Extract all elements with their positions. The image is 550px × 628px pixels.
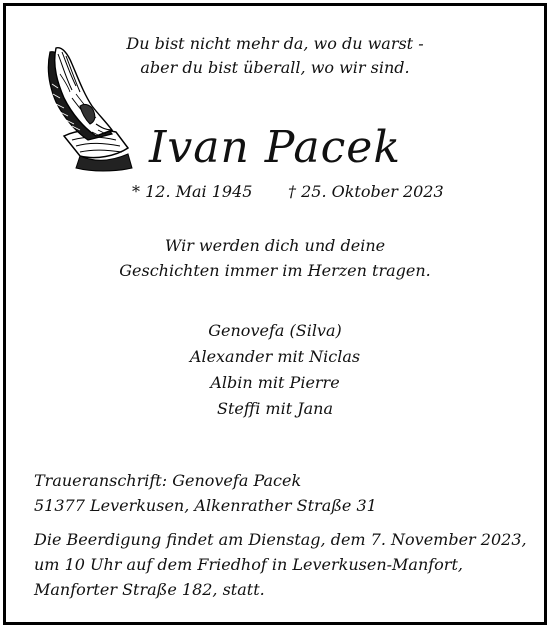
death-date: † 25. Oktober 2023 <box>288 182 444 201</box>
motto-line-1: Du bist nicht mehr da, wo du warst - <box>126 34 424 53</box>
motto-line-2: aber du bist überall, wo wir sind. <box>140 58 410 77</box>
quote-line-1: Wir werden dich und deine <box>164 236 386 255</box>
family-member: Genovefa (Silva) <box>208 321 342 340</box>
family-member: Alexander mit Niclas <box>189 347 361 366</box>
funeral-notice <box>34 527 527 602</box>
quote <box>0 233 550 283</box>
family-member: Steffi mit Jana <box>217 399 333 418</box>
birth-date: * 12. Mai 1945 <box>132 182 253 201</box>
funeral-line-2: um 10 Uhr auf dem Friedhof in Leverkusen-Manfort, <box>34 555 463 574</box>
family-member: Albin mit Pierre <box>210 373 340 392</box>
funeral-line-3: Manforter Straße 182, statt. <box>34 580 265 599</box>
family-list <box>0 318 550 422</box>
deceased-name: Ivan Pacek <box>149 122 401 173</box>
address-line-2: 51377 Leverkusen, Alkenrather Straße 31 <box>34 496 377 515</box>
quote-line-2: Geschichten immer im Herzen tragen. <box>119 261 431 280</box>
funeral-line-1: Die Beerdigung findet am Dienstag, dem 7. November 2023, <box>34 530 527 549</box>
address-line-1: Traueranschrift: Genovefa Pacek <box>34 471 302 490</box>
mourning-address <box>34 468 377 518</box>
